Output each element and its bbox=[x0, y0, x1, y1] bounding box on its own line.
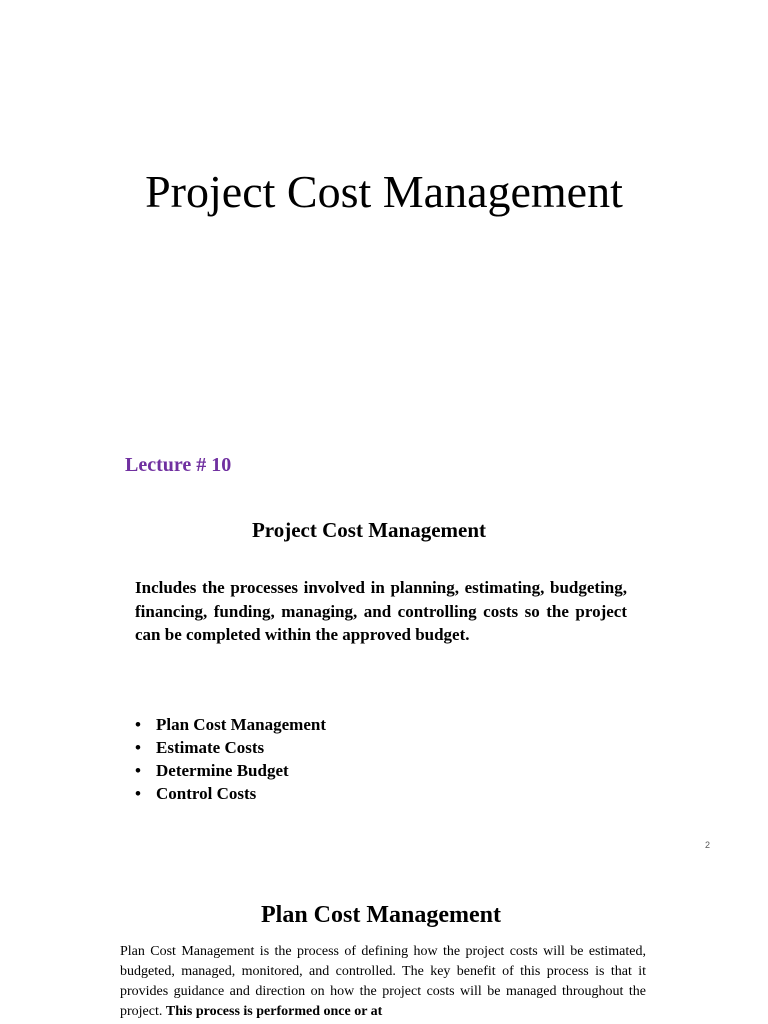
plan-body-text: Plan Cost Management is the process of defining how the project costs will be estimated, budgeted, managed, monitored, and controlled. The key benefit of this process is that it provides guidance and direction on how the project costs will be managed throughout the project. bbox=[120, 944, 646, 1019]
process-label: Estimate Costs bbox=[156, 738, 265, 757]
section-heading: Project Cost Management bbox=[251, 518, 487, 542]
list-item bbox=[135, 736, 326, 759]
page-number: 2 bbox=[705, 840, 711, 850]
process-label: Determine Budget bbox=[156, 761, 289, 780]
list-item bbox=[135, 759, 326, 782]
list-item bbox=[135, 713, 326, 736]
lecture-label: Lecture # 10 bbox=[125, 454, 232, 476]
intro-paragraph: Includes the processes involved in planning, estimating, budgeting, financing, funding, managing, and controlling costs so the project can be completed within the approved budget. bbox=[135, 578, 627, 644]
process-label: Plan Cost Management bbox=[156, 715, 326, 734]
bullet-icon: • bbox=[135, 784, 141, 803]
bullet-icon: • bbox=[135, 761, 141, 780]
plan-body-emphasis: This process is performed once or at bbox=[165, 1004, 383, 1019]
bullet-icon: • bbox=[135, 715, 141, 734]
plan-heading: Plan Cost Management bbox=[261, 902, 501, 928]
plan-paragraph bbox=[120, 942, 646, 1022]
page-title: Project Cost Management bbox=[145, 166, 623, 217]
list-item bbox=[135, 782, 326, 805]
bullet-icon: • bbox=[135, 738, 141, 757]
process-list bbox=[135, 713, 326, 805]
process-label: Control Costs bbox=[156, 784, 257, 803]
